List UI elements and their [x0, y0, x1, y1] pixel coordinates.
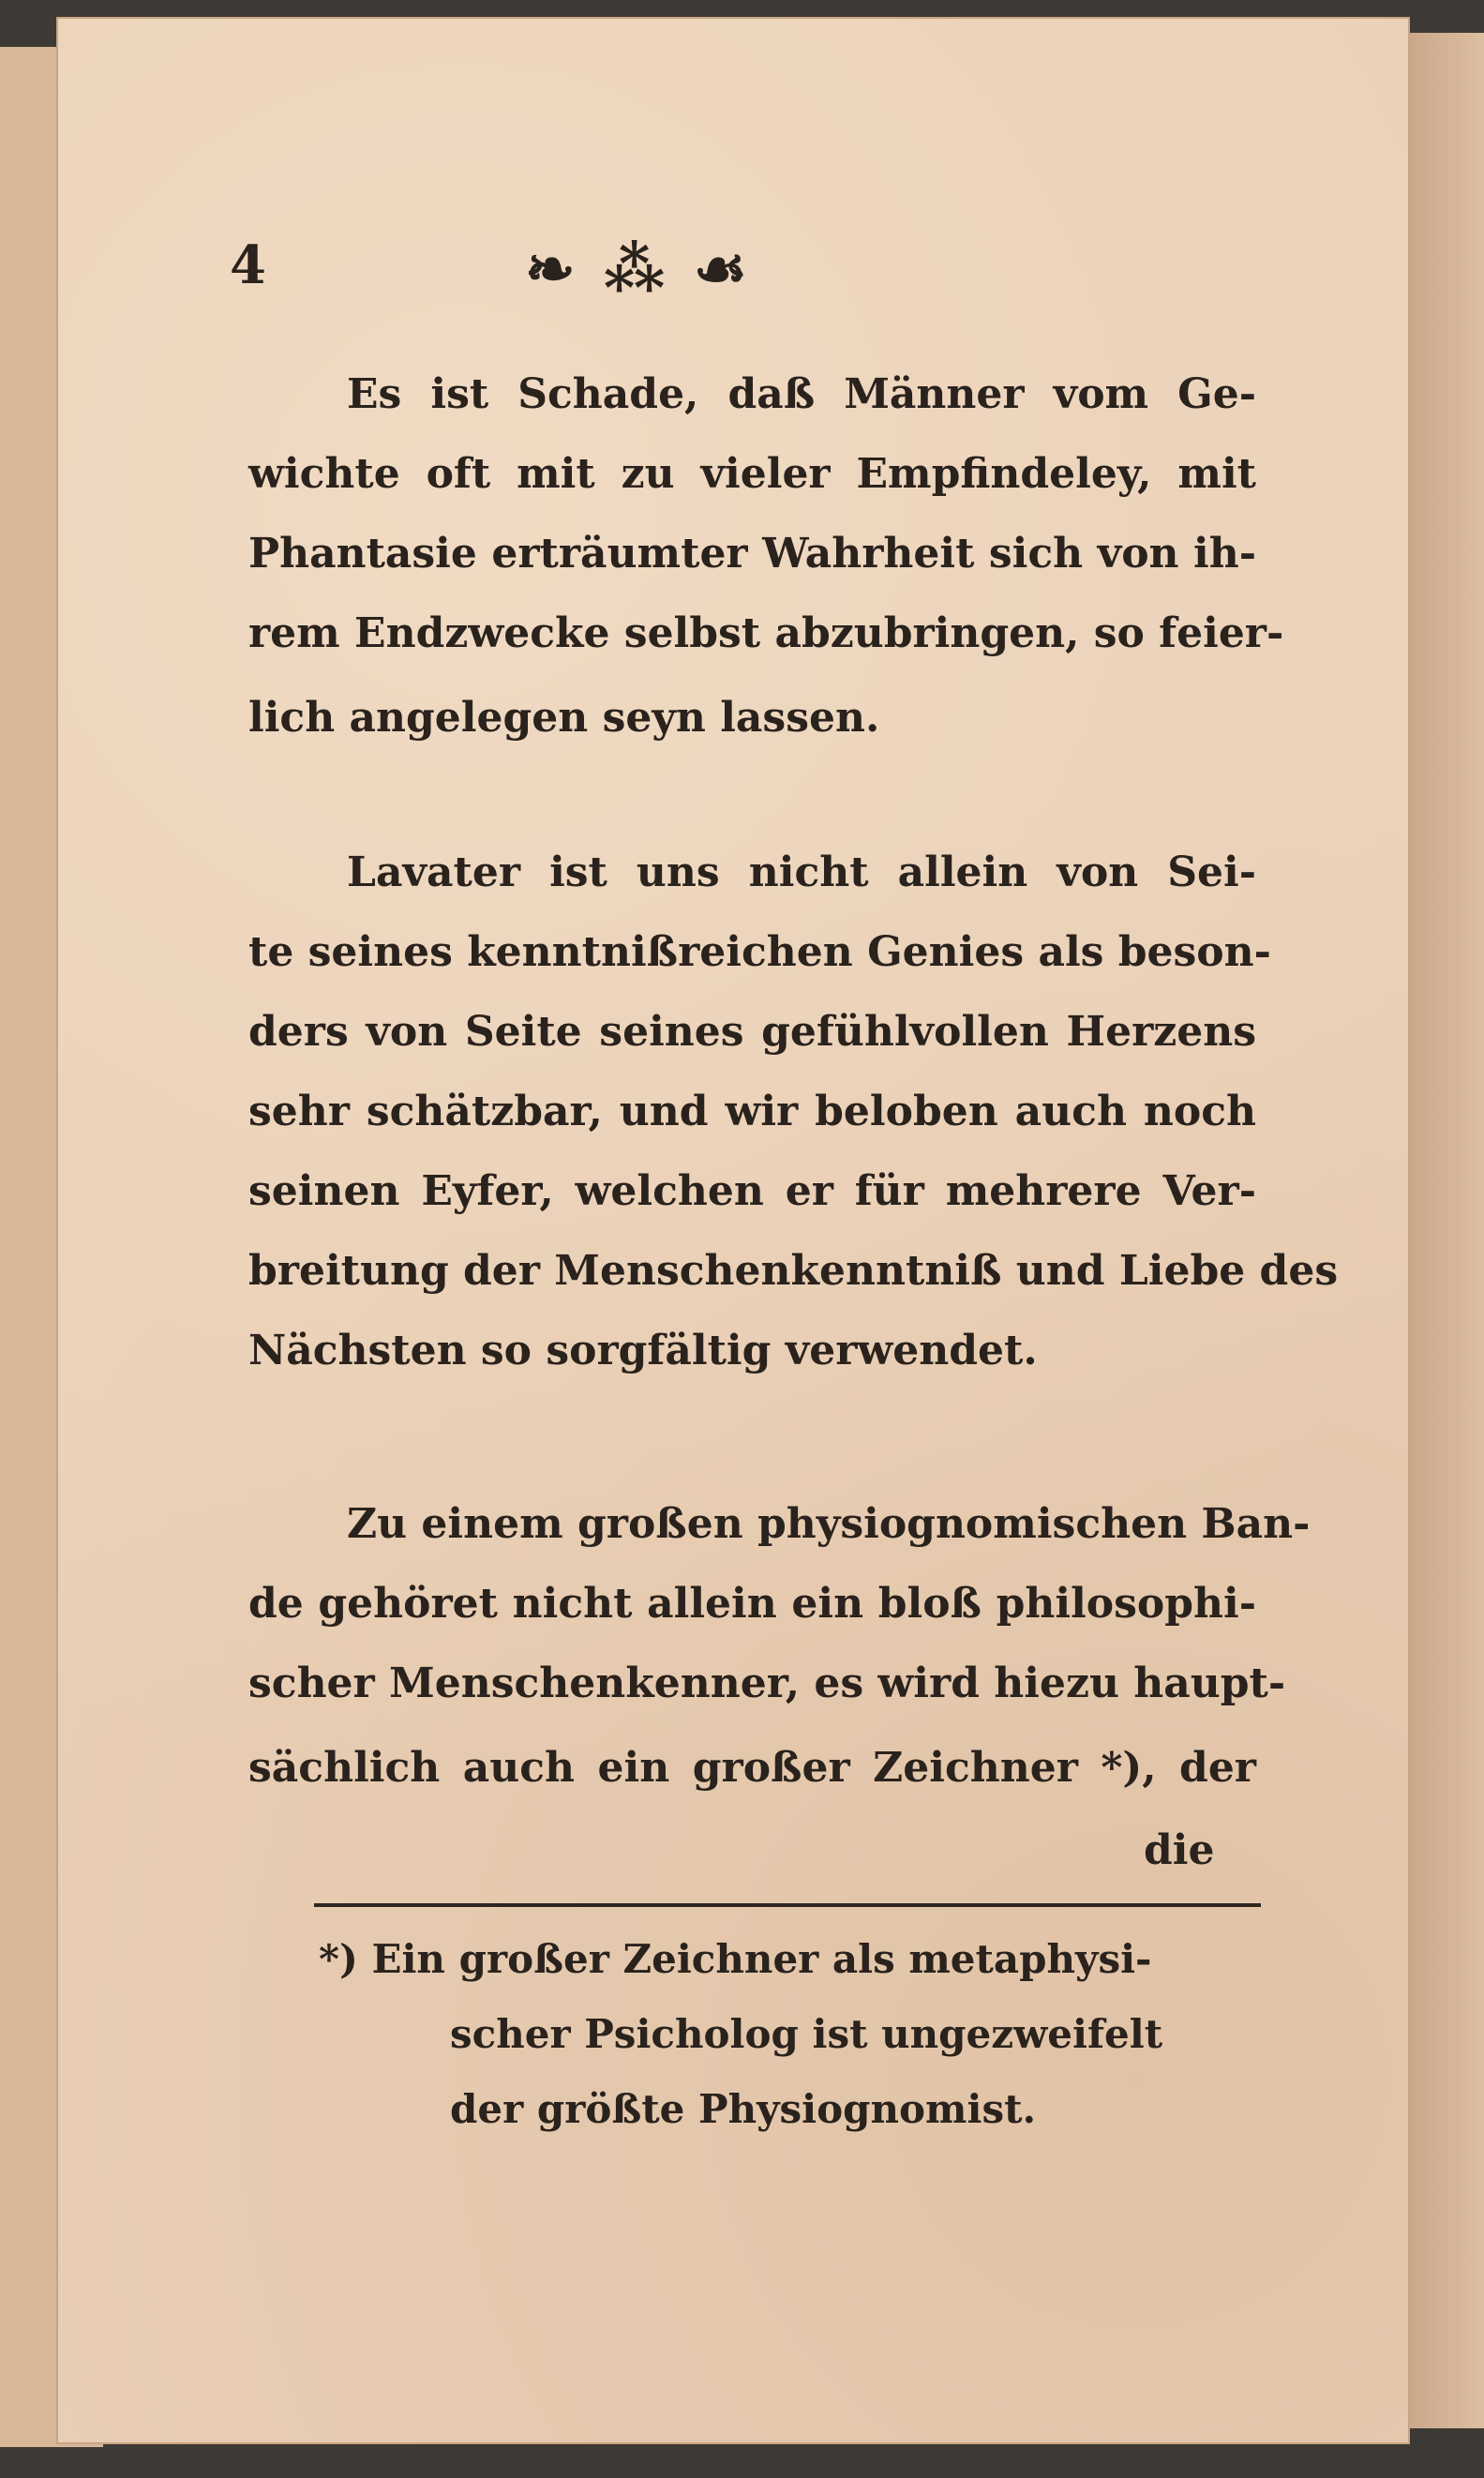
catchword: die	[1144, 1826, 1215, 1874]
paragraph-1-line-5: lich angelegen seyn lassen.	[248, 694, 880, 742]
paragraph-2-line-3: ders von Seite seines gefühlvollen Herzens	[248, 1008, 1256, 1056]
header-ornament: ❧ ⁂ ☙	[525, 234, 752, 305]
paragraph-1-line-1: Es ist Schade, daß Männer vom Ge-	[347, 370, 1256, 418]
paragraph-3-line-4: sächlich auch ein großer Zeichner *), der	[248, 1744, 1256, 1792]
footnote-line-3: der größte Physiognomist.	[450, 2086, 1037, 2132]
paragraph-1-line-2: wichte oft mit zu vieler Empfindeley, mit	[248, 450, 1256, 498]
paragraph-2-line-6: breitung der Menschenkenntniß und Liebe des	[248, 1247, 1339, 1295]
page-number: 4	[230, 234, 266, 296]
footnote-separator	[314, 1903, 1261, 1907]
paragraph-1-line-4: rem Endzwecke selbst abzubringen, so feier-	[248, 609, 1284, 657]
paragraph-2-line-1: Lavater ist uns nicht allein von Sei-	[347, 849, 1256, 896]
paragraph-2-line-7: Nächsten so sorgfältig verwendet.	[248, 1327, 1038, 1374]
paragraph-3-line-1: Zu einem großen physiognomischen Ban-	[347, 1500, 1311, 1548]
paragraph-3-line-3: scher Menschenkenner, es wird hiezu haupt-	[248, 1660, 1286, 1707]
paragraph-2-line-2: te seines kenntnißreichen Genies als beson-	[248, 928, 1271, 976]
paragraph-1-line-3: Phantasie erträumter Wahrheit sich von ih-	[248, 530, 1256, 578]
footnote-line-2: scher Psicholog ist ungezweifelt	[450, 2011, 1163, 2057]
footnote-line-1: *) Ein großer Zeichner als metaphysi-	[319, 1936, 1152, 1982]
paragraph-3-line-2: de gehöret nicht allein ein bloß philosophi-	[248, 1580, 1256, 1628]
paragraph-2-line-4: sehr schätzbar, und wir beloben auch noch	[248, 1088, 1256, 1135]
paragraph-2-line-5: seinen Eyfer, welchen er für mehrere Ver-	[248, 1167, 1256, 1215]
